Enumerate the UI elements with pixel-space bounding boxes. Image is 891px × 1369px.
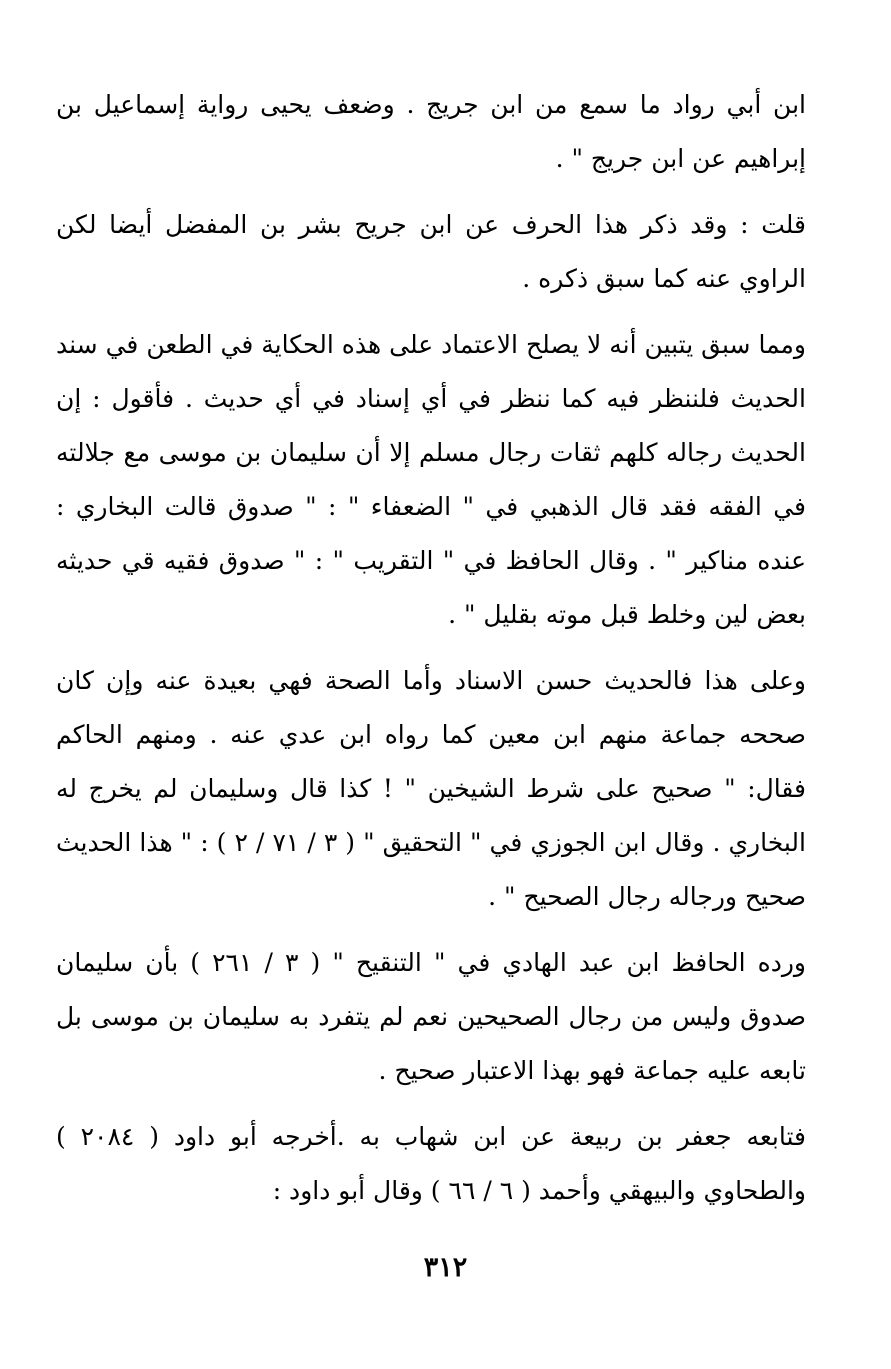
paragraph-3: ومما سبق يتبين أنه لا يصلح الاعتماد على هذه الحكاية في الطعن في سند الحديث فلننظر فيه كما ننظر في أي إسناد في أي حديث . فأقول : إن الحديث رجاله كلهم ثقات رجال مسلم إلا أن سليمان بن موسى مع جلالته في الفقه فقد قال الذهبي في " الضعفاء " : " صدوق قالت البخاري : عنده مناكير " . وقال الحافظ في " التقريب " : " صدوق فقيه قي حديثه بعض لين وخلط قبل موته بقليل " . (56, 330, 806, 629)
page-number: ٣١٢ (423, 1252, 468, 1283)
paragraph-6: فتابعه جعفر بن ربيعة عن ابن شهاب به .أخرجه أبو داود ( ٢٠٨٤ ) والطحاوي والبيهقي وأحمد ( ٦ / ٦٦ ) وقال أبو داود : (56, 1122, 806, 1205)
paragraph-4: وعلى هذا فالحديث حسن الاسناد وأما الصحة فهي بعيدة عنه وإن كان صححه جماعة منهم ابن معين كما رواه ابن عدي عنه . ومنهم الحاكم فقال: " صحيح على شرط الشيخين " ! كذا قال وسليمان لم يخرج له البخاري . وقال ابن الجوزي في " التحقيق " ( ٣ / ٧١ / ٢ ) : " هذا الحديث صحيح ورجاله رجال الصحيح " . (56, 666, 806, 911)
paragraph-5: ورده الحافظ ابن عبد الهادي في " التنقيح " ( ٣ / ٢٦١ ) بأن سليمان صدوق وليس من رجال الصحيحين نعم لم يتفرد به سليمان بن موسى بل تابعه عليه جماعة فهو بهذا الاعتبار صحيح . (56, 948, 806, 1085)
paragraph-1: ابن أبي رواد ما سمع من ابن جريج . وضعف يحيى رواية إسماعيل بن إبراهيم عن ابن جريج " . (56, 90, 806, 173)
paragraph-2: قلت : وقد ذكر هذا الحرف عن ابن جريح بشر بن المفضل أيضا لكن الراوي عنه كما سبق ذكره . (56, 210, 806, 293)
page-body (56, 78, 806, 1230)
